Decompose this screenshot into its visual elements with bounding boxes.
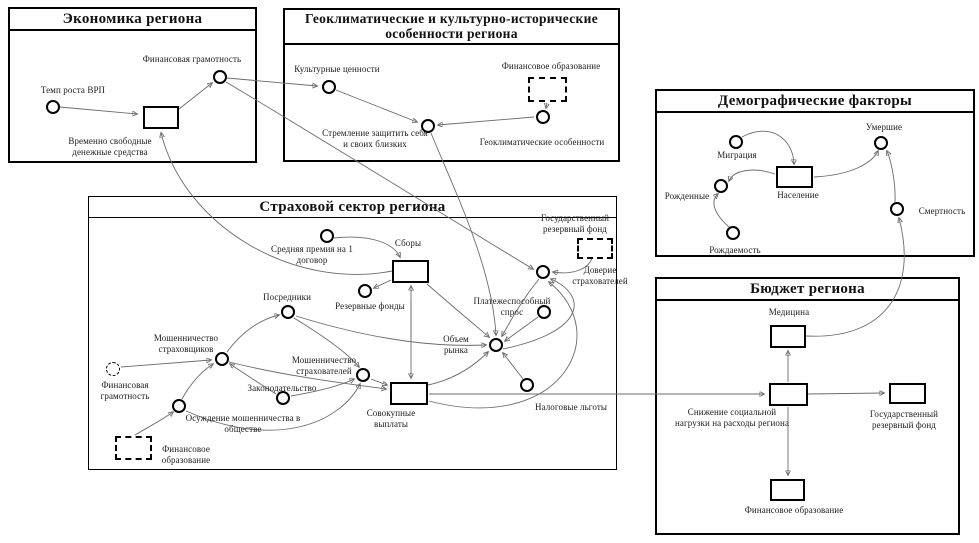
node-fin-gramotnost-ins [106, 362, 120, 376]
label-zakonodatelstvo: Законодательство [247, 383, 317, 393]
label-mosh-strahovschikov: Мошенничество страховщиков [153, 333, 219, 354]
box-budget-title: Бюджет региона [657, 279, 958, 301]
node-kult-cennosti [322, 80, 336, 94]
arrow-naselenie-to-rozhdennye [729, 170, 775, 181]
node-osuzhdenie [172, 399, 186, 413]
arrow-geoklim-to-stremlenie [438, 117, 534, 125]
arrow-fingram-to-kult [227, 78, 317, 86]
label-stremlenie: Стремление защитить себя и своих близких [322, 128, 428, 149]
arrow-snizhenie-to-gosfond [808, 393, 884, 394]
arrow-naselenie-to-umershie [814, 151, 878, 177]
node-rozhdaemost [726, 226, 740, 240]
label-gos-rezervny-fond-budget: Государственный резервный фонд [869, 409, 939, 430]
arrow-kult-to-stremlenie [336, 90, 417, 122]
node-nalogovye-lgoty [520, 378, 534, 392]
arrow-temp-to-vsds [60, 107, 137, 114]
stock-fin-obrazovanie-geo [528, 77, 567, 102]
label-nalogovye-lgoty: Налоговые льготы [534, 402, 608, 412]
stock-fin-obrazovanie-ins [115, 436, 152, 460]
stock-sbory [392, 260, 429, 283]
label-umershie: Умершие [865, 122, 903, 132]
stock-vsds [143, 106, 179, 129]
stock-medicina [770, 325, 806, 348]
stock-sovokupnye-vyplaty [390, 382, 428, 405]
box-insurance-title: Страховой сектор региона [89, 197, 616, 218]
node-umershie [874, 136, 888, 150]
label-platezh-spros: Платежеспособный спрос [473, 296, 551, 317]
label-sbory: Сборы [394, 238, 422, 248]
label-vsds: Временно свободные денежные средства [68, 136, 152, 157]
arrow-moshschik-to-posredniki [227, 315, 279, 352]
label-rozhdennye: Рожденные [664, 191, 710, 201]
arrow-vyplaty-to-obyom [428, 352, 488, 385]
arrow-fingram-to-moshschik [121, 360, 211, 367]
label-kult-cennosti: Культурные ценности [294, 64, 380, 74]
label-fin-obrazovanie-geo: Финансовое образование [501, 61, 601, 71]
label-rozhdaemost: Рождаемость [709, 245, 761, 255]
stock-snizhenie-nagruzki [769, 383, 808, 406]
label-doverie-strahovateley: Доверие страхователей [572, 265, 628, 286]
node-obyom-rynka [489, 338, 503, 352]
node-geoklim-osobennosti [536, 110, 550, 124]
node-rezervnye-fondy [358, 284, 372, 298]
label-posredniki: Посредники [263, 292, 311, 302]
stock-naselenie [776, 166, 813, 188]
label-migracia: Миграция [717, 150, 757, 160]
box-economy-title: Экономика региона [10, 9, 255, 31]
arrow-platezh-to-obyom [505, 317, 538, 341]
arrow-medicina-to-smertnost [806, 218, 904, 336]
label-smertnost: Смертность [918, 206, 966, 216]
box-geo-title: Геоклиматические и культурно-исторические особенности региона [285, 10, 618, 45]
label-naselenie: Население [777, 190, 819, 200]
arrow-sbory-to-rezervnye [374, 280, 391, 288]
label-mosh-strahovateley: Мошенничество страхователей [291, 355, 357, 376]
label-fin-gramotnost-econ: Финансовая грамотность [142, 54, 242, 64]
node-doverie-strahovateley [536, 265, 550, 279]
label-sovokupnye-vyplaty: Совокупные выплаты [366, 408, 416, 429]
arrow-finobr-to-osuzhdenie [135, 412, 173, 435]
label-medicina: Медицина [768, 307, 810, 317]
arrow-nalog-to-obyom [503, 353, 523, 379]
label-fin-obrazovanie-ins: Финансовое образование [161, 444, 211, 465]
node-fin-gramotnost-econ [213, 70, 227, 84]
label-osuzhdenie: Осуждение мошенничества в обществе [185, 413, 301, 434]
node-migracia [729, 135, 743, 149]
stock-fin-obrazovanie-budget [770, 479, 805, 501]
arrow-osuzhdenie-to-moshschik [182, 364, 213, 399]
label-srednyaya-premia: Средняя премия на 1 договор [271, 244, 353, 265]
node-srednyaya-premia [320, 229, 334, 243]
label-fin-obrazovanie-budget: Финансовое образование [744, 505, 844, 515]
label-geoklim-osobennosti: Геоклиматические особенности [479, 137, 605, 147]
node-temp-rosta-vrp [46, 100, 60, 114]
stock-gos-rezervny-fond-budget [889, 383, 926, 404]
label-fin-gramotnost-ins: Финансовая грамотность [100, 380, 150, 401]
label-snizhenie-nagruzki: Снижение социальной нагрузки на расходы региона [674, 407, 790, 428]
label-obyom-rynka: Объем рынка [443, 334, 469, 355]
node-posredniki [281, 305, 295, 319]
arrow-smertnost-to-umershie [887, 151, 895, 202]
arrow-moshtel-to-vyplaty [371, 379, 387, 385]
box-demography-title: Демографические факторы [657, 91, 973, 113]
arrow-finobr-geo-to-geoklim [546, 103, 547, 108]
label-gos-rezervny-fond-ins: Государственный резервный фонд [540, 213, 610, 234]
node-smertnost [890, 202, 904, 216]
label-rezervnye-fondy: Резервные фонды [335, 301, 405, 311]
arrow-vsds-to-fingram [179, 83, 212, 109]
stock-gos-rezervny-fond-ins [577, 238, 613, 259]
label-temp-rosta-vrp: Темп роста ВРП [40, 85, 106, 95]
